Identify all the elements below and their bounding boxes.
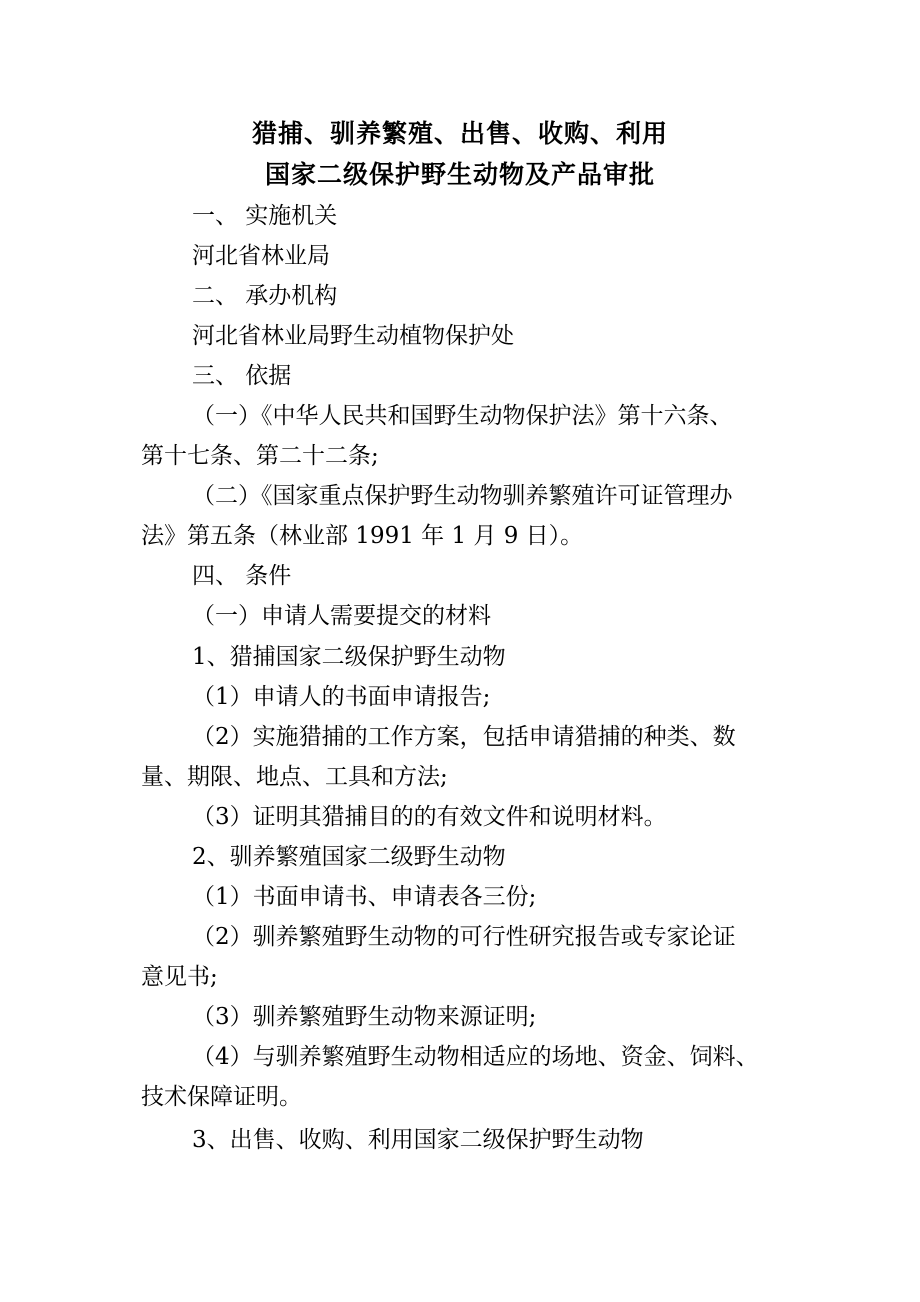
section-2-heading: 二、 承办机构: [192, 283, 338, 309]
hunt-item-2-line2: 量、期限、地点、工具和方法;: [141, 764, 448, 790]
breed-heading: 2、驯养繁殖国家二级野生动物: [192, 844, 506, 870]
basis-1-line1: （一）《中华人民共和国野生动物保护法》第十六条、: [192, 403, 733, 429]
materials-heading: （一）申请人需要提交的材料: [192, 603, 491, 629]
breed-item-3: （3）驯养繁殖野生动物来源证明;: [192, 1004, 537, 1030]
section-3-heading: 三、 依据: [192, 363, 292, 389]
hunt-item-1: （1）申请人的书面申请报告;: [192, 684, 491, 710]
basis-1-line2: 第十七条、第二十二条;: [141, 443, 379, 469]
breed-item-4-line2: 技术保障证明。: [141, 1084, 302, 1110]
breed-item-1: （1）书面申请书、申请表各三份;: [192, 884, 537, 910]
sell-heading: 3、出售、收购、利用国家二级保护野生动物: [192, 1127, 644, 1153]
hunt-heading: 1、猎捕国家二级保护野生动物: [192, 644, 506, 670]
section-1-body: 河北省林业局: [192, 243, 330, 269]
section-2-body: 河北省林业局野生动植物保护处: [192, 323, 514, 349]
document-title-line2: 国家二级保护野生动物及产品审批: [264, 160, 655, 189]
hunt-item-2-line1: （2）实施猎捕的工作方案，包括申请猎捕的种类、数: [192, 724, 736, 750]
breed-item-2-line1: （2）驯养繁殖野生动物的可行性研究报告或专家论证: [192, 924, 736, 950]
hunt-item-3: （3）证明其猎捕目的的有效文件和说明材料。: [192, 804, 667, 830]
basis-2-line2: 法》第五条（林业部 1991 年 1 月 9 日）。: [141, 523, 584, 549]
basis-2-line1: （二）《国家重点保护野生动物驯养繁殖许可证管理办: [192, 483, 733, 509]
breed-item-2-line2: 意见书;: [141, 964, 218, 990]
section-4-heading: 四、 条件: [192, 563, 292, 589]
section-1-heading: 一、 实施机关: [192, 203, 338, 229]
document-title-line1: 猎捕、驯养繁殖、出售、收购、利用: [251, 119, 668, 148]
breed-item-4-line1: （4）与驯养繁殖野生动物相适应的场地、资金、饲料、: [192, 1044, 759, 1070]
